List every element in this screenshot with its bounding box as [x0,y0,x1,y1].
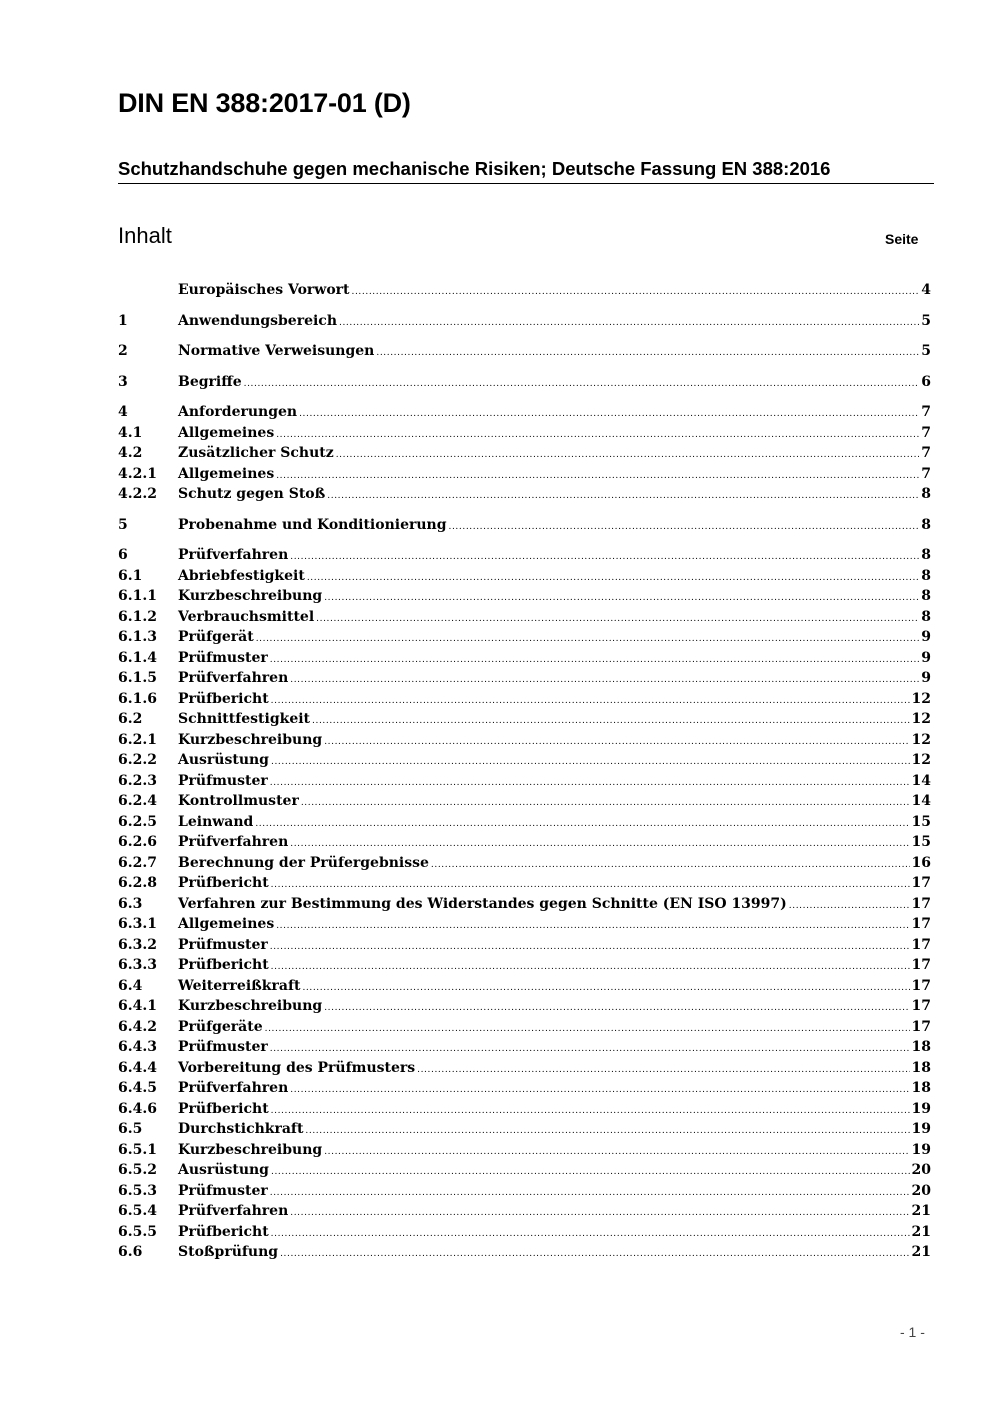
toc-entry-number: 6.2.2 [118,752,157,768]
toc-dot-leader [307,566,919,589]
toc-entry-number: 6.5.2 [118,1162,157,1178]
toc-entry-title: Anforderungen [178,404,298,420]
toc-entry-number: 5 [118,516,128,533]
toc-entry-title: Allgemeines [178,424,275,441]
toc-entry-page: 7 [921,465,931,482]
toc-entry-title: Kurzbeschreibung [178,731,323,748]
toc-entry-page: 21 [911,1203,931,1219]
toc-entry-page: 17 [911,977,931,994]
toc-entry-page: 6 [921,373,931,390]
toc-entry-number: 6.1.3 [118,629,157,645]
toc-entry-page: 15 [911,834,931,850]
toc-entry-number: 6.1 [118,567,143,584]
toc-entry[interactable] [118,976,931,997]
toc-entry-title: Normative Verweisungen [178,343,375,359]
toc-dot-leader [376,341,919,364]
toc-dot-leader [271,689,910,712]
toc-entry[interactable] [118,566,931,587]
toc-entry[interactable] [118,1242,931,1263]
toc-dot-leader [276,914,909,937]
toc-entry-page: 7 [921,424,931,441]
toc-entry[interactable] [118,955,931,976]
toc-entry-number: 6.5.5 [118,1223,157,1240]
toc-entry-page: 9 [921,649,931,666]
toc-entry-page: 12 [911,690,931,707]
toc-entry-page: 12 [911,752,931,768]
toc-entry-number: 6.1.2 [118,608,157,625]
toc-entry-number: 6.3.2 [118,936,157,953]
toc-entry-title: Vorbereitung des Prüfmusters [178,1059,416,1076]
toc-entry-number: 6.5.4 [118,1203,157,1219]
toc-entry-page: 8 [921,547,931,563]
toc-entry-title: Allgemeines [178,916,275,932]
toc-entry[interactable] [118,280,931,301]
toc-entry-title: Abriebfestigkeit [178,567,305,584]
toc-entry[interactable] [118,443,931,464]
toc-entry-title: Prüfgerät [178,629,254,645]
toc-entry-title: Ausrüstung [178,1162,269,1178]
toc-dot-leader [316,607,919,630]
toc-entry-page: 17 [911,895,931,912]
toc-entry[interactable] [118,545,931,566]
toc-entry-page: 12 [911,711,931,727]
toc-entry-title: Probenahme und Konditionierung [178,516,447,533]
toc-dot-leader [327,484,919,507]
toc-entry-title: Allgemeines [178,465,275,482]
toc-entry[interactable] [118,586,931,607]
toc-dot-leader [271,1222,910,1245]
toc-entry-page: 17 [911,875,931,891]
toc-entry-title: Weiterreißkraft [178,977,301,994]
toc-dot-leader [290,545,919,568]
toc-entry-number: 4.2.1 [118,465,157,482]
toc-entry-title: Verbrauchsmittel [178,608,315,625]
toc-entry-title: Verfahren zur Bestimmung des Widerstandes gegen Schnitte (EN ISO 13997) [178,895,787,912]
toc-entry-page: 21 [911,1244,931,1260]
toc-entry-title: Ausrüstung [178,752,269,768]
toc-dot-leader [271,955,910,978]
toc-entry-number: 4.2 [118,445,143,461]
toc-entry-title: Kontrollmuster [178,793,299,809]
toc-entry-number: 4 [118,404,128,420]
toc-dot-leader [256,627,920,650]
toc-dot-leader [290,832,909,855]
toc-entry-page: 4 [921,282,931,298]
toc-entry-page: 8 [921,608,931,625]
toc-entry-page: 5 [921,343,931,359]
toc-dot-leader [271,1160,910,1183]
toc-entry-title: Zusätzlicher Schutz [178,445,334,461]
toc-entry-number: 6 [118,547,128,563]
toc-entry[interactable] [118,812,931,833]
toc-entry-title: Stoßprüfung [178,1244,279,1260]
toc-entry-page: 14 [911,793,931,809]
toc-entry-title: Leinwand [178,813,254,830]
toc-dot-leader [276,423,919,446]
toc-entry-number: 6.2.8 [118,875,157,891]
toc-entry-title: Schutz gegen Stoß [178,486,326,502]
toc-entry-number: 6.2.6 [118,834,157,850]
toc-entry-number: 6.4 [118,977,143,994]
toc-entry[interactable] [118,791,931,812]
toc-entry-page: 17 [911,1018,931,1035]
toc-dot-leader [255,812,909,835]
toc-entry[interactable] [118,709,931,730]
toc-entry[interactable] [118,1099,931,1120]
toc-entry-title: Berechnung der Prüfergebnisse [178,854,429,871]
toc-entry-title: Kurzbeschreibung [178,588,323,604]
toc-dot-leader [449,515,920,538]
toc-dot-leader [336,443,920,466]
toc-entry-title: Prüfmuster [178,649,268,666]
toc-entry[interactable] [118,1078,931,1099]
toc-entry-number: 4.1 [118,424,143,441]
toc-entry[interactable] [118,1119,931,1140]
toc-entry-title: Prüfbericht [178,875,269,891]
toc-entry[interactable] [118,515,931,536]
toc-dot-leader [302,976,909,999]
toc-entry-page: 8 [921,588,931,604]
toc-entry[interactable] [118,1222,931,1243]
toc-entry-number: 6.1.1 [118,588,157,604]
toc-dot-leader [290,1201,909,1224]
toc-entry-number: 6.1.6 [118,690,157,707]
toc-entry[interactable] [118,1037,931,1058]
toc-dot-leader [324,586,919,609]
toc-entry[interactable] [118,996,931,1017]
toc-heading: Inhalt [118,223,172,248]
toc-dot-leader [339,311,919,334]
toc-dot-leader [290,668,919,691]
toc-entry[interactable] [118,648,931,669]
toc-entry-number: 6.5.1 [118,1141,157,1158]
toc-entry-page: 19 [911,1141,931,1158]
toc-entry-page: 8 [921,516,931,533]
toc-entry-number: 6.3 [118,895,143,912]
toc-entry-number: 6.5.3 [118,1182,157,1199]
toc-entry[interactable] [118,689,931,710]
toc-dot-leader [789,894,910,917]
toc-dot-leader [417,1058,909,1081]
toc-dot-leader [305,1119,909,1142]
toc-dot-leader [431,853,910,876]
toc-dot-leader [324,730,909,753]
toc-entry-page: 9 [921,629,931,645]
document-subtitle: Schutzhandschuhe gegen mechanische Risiken; Deutsche Fassung EN 388:2016 [118,158,934,184]
toc-entry-page: 21 [911,1223,931,1240]
toc-entry[interactable] [118,771,931,792]
toc-dot-leader [270,771,910,794]
toc-entry[interactable] [118,464,931,485]
toc-entry[interactable] [118,627,931,648]
toc-entry-page: 19 [911,1100,931,1117]
toc-dot-leader [312,709,909,732]
toc-entry-number: 6.2.1 [118,731,157,748]
toc-entry-title: Prüfverfahren [178,547,289,563]
toc-entry-number: 6.2.7 [118,854,157,871]
toc-entry-title: Prüfverfahren [178,1203,289,1219]
toc-entry-page: 17 [911,957,931,973]
toc-entry-number: 6.1.5 [118,670,157,686]
toc-dot-leader [270,935,910,958]
toc-entry-page: 18 [911,1039,931,1055]
toc-entry[interactable] [118,935,931,956]
toc-entry[interactable] [118,914,931,935]
toc-entry-title: Schnittfestigkeit [178,711,311,727]
toc-dot-leader [270,1037,910,1060]
document-title: DIN EN 388:2017-01 (D) [118,88,411,118]
toc-entry-page: 16 [911,854,931,871]
toc-dot-leader [301,791,910,814]
toc-entry[interactable] [118,372,931,393]
toc-entry-number: 1 [118,312,128,329]
toc-dot-leader [276,464,919,487]
toc-entry[interactable] [118,1017,931,1038]
toc-entry-title: Prüfgeräte [178,1018,263,1035]
toc-entry-page: 20 [911,1162,931,1178]
table-of-contents [118,280,931,1263]
toc-entry-number: 6.4.2 [118,1018,157,1035]
toc-entry[interactable] [118,607,931,628]
toc-entry-title: Kurzbeschreibung [178,998,323,1014]
toc-dot-leader [352,280,920,303]
toc-entry-title: Prüfbericht [178,1100,269,1117]
toc-entry-page: 9 [921,670,931,686]
toc-entry-title: Kurzbeschreibung [178,1141,323,1158]
toc-entry[interactable] [118,750,931,771]
toc-dot-leader [290,1078,909,1101]
toc-entry[interactable] [118,423,931,444]
toc-entry[interactable] [118,402,931,423]
toc-entry-page: 20 [911,1182,931,1199]
toc-entry-number: 6.1.4 [118,649,157,666]
toc-entry-title: Prüfbericht [178,1223,269,1240]
toc-entry[interactable] [118,853,931,874]
toc-entry[interactable] [118,1160,931,1181]
toc-entry-page: 17 [911,916,931,932]
toc-entry[interactable] [118,730,931,751]
toc-entry[interactable] [118,894,931,915]
toc-dot-leader [270,1181,910,1204]
toc-entry-page: 18 [911,1059,931,1076]
toc-entry-number: 6.2.4 [118,793,157,809]
toc-entry[interactable] [118,1058,931,1079]
toc-dot-leader [324,1140,909,1163]
toc-entry-title: Prüfbericht [178,957,269,973]
toc-entry-number: 6.4.3 [118,1039,157,1055]
toc-entry[interactable] [118,1181,931,1202]
toc-entry-page: 8 [921,486,931,502]
toc-entry-title: Prüfmuster [178,772,268,789]
toc-entry-title: Begriffe [178,373,242,390]
toc-entry[interactable] [118,1140,931,1161]
toc-dot-leader [270,648,920,671]
toc-entry[interactable] [118,484,931,505]
toc-entry-number: 4.2.2 [118,486,157,502]
toc-entry-title: Prüfmuster [178,1182,268,1199]
toc-entry-number: 6.3.3 [118,957,157,973]
toc-entry-page: 17 [911,998,931,1014]
toc-entry-page: 18 [911,1080,931,1096]
toc-entry-page: 8 [921,567,931,584]
toc-dot-leader [280,1242,909,1265]
toc-entry[interactable] [118,311,931,332]
toc-entry[interactable] [118,1201,931,1222]
toc-entry[interactable] [118,668,931,689]
toc-entry-page: 7 [921,445,931,461]
toc-dot-leader [271,750,910,773]
toc-entry-page: 15 [911,813,931,830]
toc-entry-title: Europäisches Vorwort [178,282,350,298]
toc-entry-number: 3 [118,373,128,390]
toc-dot-leader [265,1017,910,1040]
toc-entry[interactable] [118,832,931,853]
toc-entry-title: Prüfbericht [178,690,269,707]
toc-entry-page: 17 [911,936,931,953]
toc-entry-number: 6.2.3 [118,772,157,789]
toc-entry-number: 6.4.6 [118,1100,157,1117]
toc-entry[interactable] [118,341,931,362]
toc-entry-number: 6.2.5 [118,813,157,830]
page-number-footer: - 1 - [900,1324,925,1340]
toc-entry-number: 6.4.1 [118,998,157,1014]
toc-entry-title: Prüfverfahren [178,834,289,850]
toc-dot-leader [244,372,920,395]
toc-entry-title: Prüfmuster [178,936,268,953]
toc-entry-number: 6.4.5 [118,1080,157,1096]
toc-dot-leader [271,873,910,896]
toc-entry-number: 6.2 [118,711,143,727]
toc-entry-number: 6.4.4 [118,1059,157,1076]
toc-entry-title: Anwendungsbereich [178,312,337,329]
toc-entry-title: Prüfverfahren [178,670,289,686]
page-column-label: Seite [885,231,919,247]
toc-entry-number: 6.3.1 [118,916,157,932]
toc-entry-page: 12 [911,731,931,748]
toc-entry-number: 2 [118,343,128,359]
toc-entry-page: 14 [911,772,931,789]
toc-dot-leader [299,402,919,425]
toc-entry-title: Prüfmuster [178,1039,268,1055]
toc-entry-number: 6.5 [118,1121,143,1137]
toc-entry-page: 7 [921,404,931,420]
toc-entry-page: 19 [911,1121,931,1137]
toc-entry[interactable] [118,873,931,894]
toc-dot-leader [271,1099,910,1122]
toc-entry-page: 5 [921,312,931,329]
toc-entry-number: 6.6 [118,1244,143,1260]
toc-dot-leader [324,996,909,1019]
toc-entry-title: Durchstichkraft [178,1121,304,1137]
toc-entry-title: Prüfverfahren [178,1080,289,1096]
